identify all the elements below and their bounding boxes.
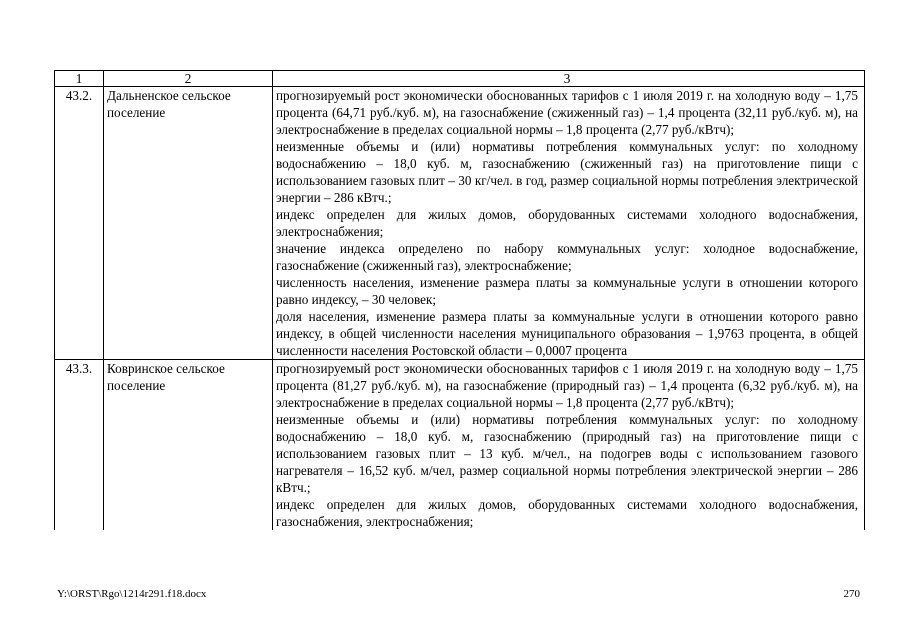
table-header-row bbox=[55, 71, 865, 87]
paragraph: неизменные объемы и (или) нормативы потребления коммунальных услуг: по холодному водоснабжению – 18,0 куб. м, газоснабжению (сжиженный газ) на приготовление пищи с использованием газовых плит – 30 кг/чел. в год, размер социальной нормы потребления электрической энергии – 286 кВтч.; bbox=[276, 139, 858, 205]
settlement-name: Ковринское сельское поселение bbox=[104, 360, 273, 531]
table-row bbox=[55, 360, 865, 531]
paragraph: индекс определен для жилых домов, оборудованных системами холодного водоснабжения, электроснабжения; bbox=[276, 207, 858, 239]
row-number: 43.2. bbox=[55, 87, 104, 360]
row-number: 43.3. bbox=[55, 360, 104, 531]
paragraph: прогнозируемый рост экономически обоснованных тарифов с 1 июля 2019 г. на холодную воду – 1,75 процента (81,27 руб./куб. м), на газоснабжение (природный газ) – 1,4 процента (6,32 руб./куб. м), на электроснабжение в пределах социальной нормы – 1,8 процента (2,77 руб./кВтч); bbox=[276, 361, 858, 410]
paragraph: значение индекса определено по набору коммунальных услуг: холодное водоснабжение, газоснабжение (сжиженный газ), электроснабжение; bbox=[276, 241, 858, 273]
row-description bbox=[273, 360, 865, 531]
settlement-name: Дальненское сельское поселение bbox=[104, 87, 273, 360]
footer-page-number: 270 bbox=[843, 588, 860, 600]
paragraph: неизменные объемы и (или) нормативы потребления коммунальных услуг: по холодному водоснабжению – 18,0 куб. м, газоснабжению (природный газ) на приготовление пищи с использованием газовых плит – 13 куб. м/чел., на подогрев воды с использованием газового нагревателя – 16,52 куб. м/чел, размер социальной нормы потребления электрической энергии – 286 кВтч.; bbox=[276, 412, 858, 495]
footer-file-path: Y:\ORST\Rgo\1214r291.f18.docx bbox=[57, 588, 207, 600]
paragraph: индекс определен для жилых домов, оборудованных системами холодного водоснабжения, газоснабжения, электроснабжения; bbox=[276, 497, 858, 529]
paragraph: прогнозируемый рост экономически обоснованных тарифов с 1 июля 2019 г. на холодную воду – 1,75 процента (64,71 руб./куб. м), на газоснабжение (сжиженный газ) – 1,4 процента (32,11 руб./куб. м), на электроснабжение в пределах социальной нормы – 1,8 процента (2,77 руб./кВтч); bbox=[276, 88, 858, 137]
header-col-1: 1 bbox=[55, 71, 104, 87]
tariff-table bbox=[54, 70, 865, 530]
paragraph: численность населения, изменение размера платы за коммунальные услуги в отношении которого равно индексу, – 30 человек; bbox=[276, 275, 858, 307]
paragraph: доля населения, изменение размера платы за коммунальные услуги в отношении которого равно индексу, в общей численности населения муниципального образования – 1,9763 процента, в общей численности населения Ростовской области – 0,0007 процента bbox=[276, 309, 858, 358]
row-description bbox=[273, 87, 865, 360]
header-col-3: 3 bbox=[273, 71, 865, 87]
table-row bbox=[55, 87, 865, 360]
header-col-2: 2 bbox=[104, 71, 273, 87]
